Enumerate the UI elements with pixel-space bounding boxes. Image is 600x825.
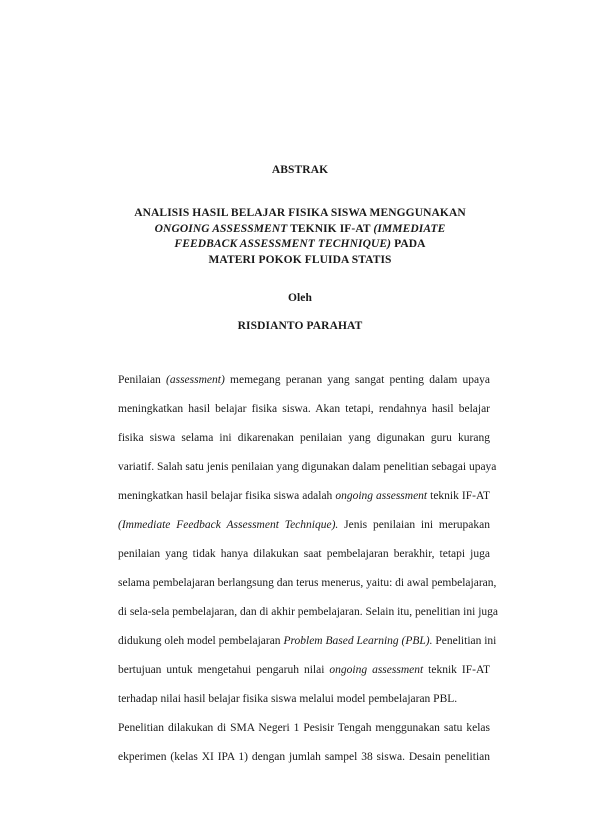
title-line [0, 206, 600, 222]
italic-text: ONGOING ASSESSMENT [154, 222, 288, 235]
text-run: ekperimen (kelas XI IPA 1) dengan jumlah sampel 38 siswa. Desain penelitian [118, 751, 490, 763]
text-run: meningkatkan hasil belajar fisika siswa adalah [118, 490, 336, 502]
text-run: Jenis penilaian ini merupakan [338, 519, 490, 531]
text-run: fisika siswa selama ini dikarenakan penilaian yang digunakan guru kurang [118, 432, 490, 444]
body-line [118, 721, 490, 750]
text-run: didukung oleh model pembelajaran [118, 635, 284, 647]
italic-text: (IMMEDIATE [373, 222, 446, 235]
title-line [0, 222, 600, 238]
text-run: bertujuan untuk mengetahui pengaruh nilai [118, 664, 330, 676]
body-line [118, 460, 497, 489]
italic-text: FEEDBACK ASSESSMENT TECHNIQUE) [174, 238, 392, 250]
body-line [118, 402, 490, 431]
body-line [118, 663, 490, 692]
text-run: Penilaian [118, 374, 167, 386]
text-run: teknik IF-AT [427, 490, 490, 502]
thesis-title [0, 206, 600, 268]
body-line [118, 692, 490, 721]
text-run: teknik IF-AT [423, 664, 491, 676]
text-run: selama pembelajaran berlangsung dan terus menerus, yaitu: di awal pembelajaran, [118, 577, 497, 589]
body-line [118, 576, 497, 605]
text-run: meningkatkan hasil belajar fisika siswa. Akan tetapi, rendahnya hasil belajar [118, 403, 490, 415]
text-run: MATERI POKOK FLUIDA STATIS [208, 253, 392, 266]
text-run: PADA [391, 238, 426, 250]
body-line [118, 489, 490, 518]
text-run: di sela-sela pembelajaran, dan di akhir pembelajaran. Selain itu, penelitian ini juga [118, 606, 498, 618]
text-run: memegang peranan yang sangat penting dalam upaya [224, 374, 491, 386]
text-run: TEKNIK IF-AT [287, 222, 374, 235]
abstract-heading: ABSTRAK [271, 164, 329, 176]
text-run: terhadap nilai hasil belajar fisika siswa melalui model pembelajaran PBL. [118, 693, 458, 705]
italic-text: (assessment) [166, 374, 225, 386]
body-line [118, 518, 490, 547]
author-name: RISDIANTO PARAHAT [237, 320, 363, 332]
italic-text: Problem Based Learning (PBL). [283, 635, 433, 647]
body-line [118, 750, 490, 779]
body-line [118, 431, 490, 460]
by-label: Oleh [287, 292, 313, 304]
text-run: variatif. Salah satu jenis penilaian yang digunakan dalam penelitian sebagai upaya [118, 461, 497, 473]
abstract-body [118, 373, 498, 779]
title-line [0, 253, 600, 269]
body-line [118, 547, 490, 576]
text-run: Penelitian ini [432, 635, 497, 647]
text-run: ANALISIS HASIL BELAJAR FISIKA SISWA MENGGUNAKAN [134, 207, 466, 219]
text-run: penilaian yang tidak hanya dilakukan saat pembelajaran berakhir, tetapi juga [118, 548, 490, 560]
italic-text: ongoing assessment [329, 664, 424, 676]
title-line [0, 237, 600, 253]
italic-text: ongoing assessment [335, 490, 428, 502]
italic-text: (Immediate Feedback Assessment Technique). [118, 519, 339, 531]
body-line [118, 605, 498, 634]
body-line [118, 634, 497, 663]
text-run: Penelitian dilakukan di SMA Negeri 1 Pesisir Tengah menggunakan satu kelas [118, 722, 490, 734]
body-line [118, 373, 490, 402]
